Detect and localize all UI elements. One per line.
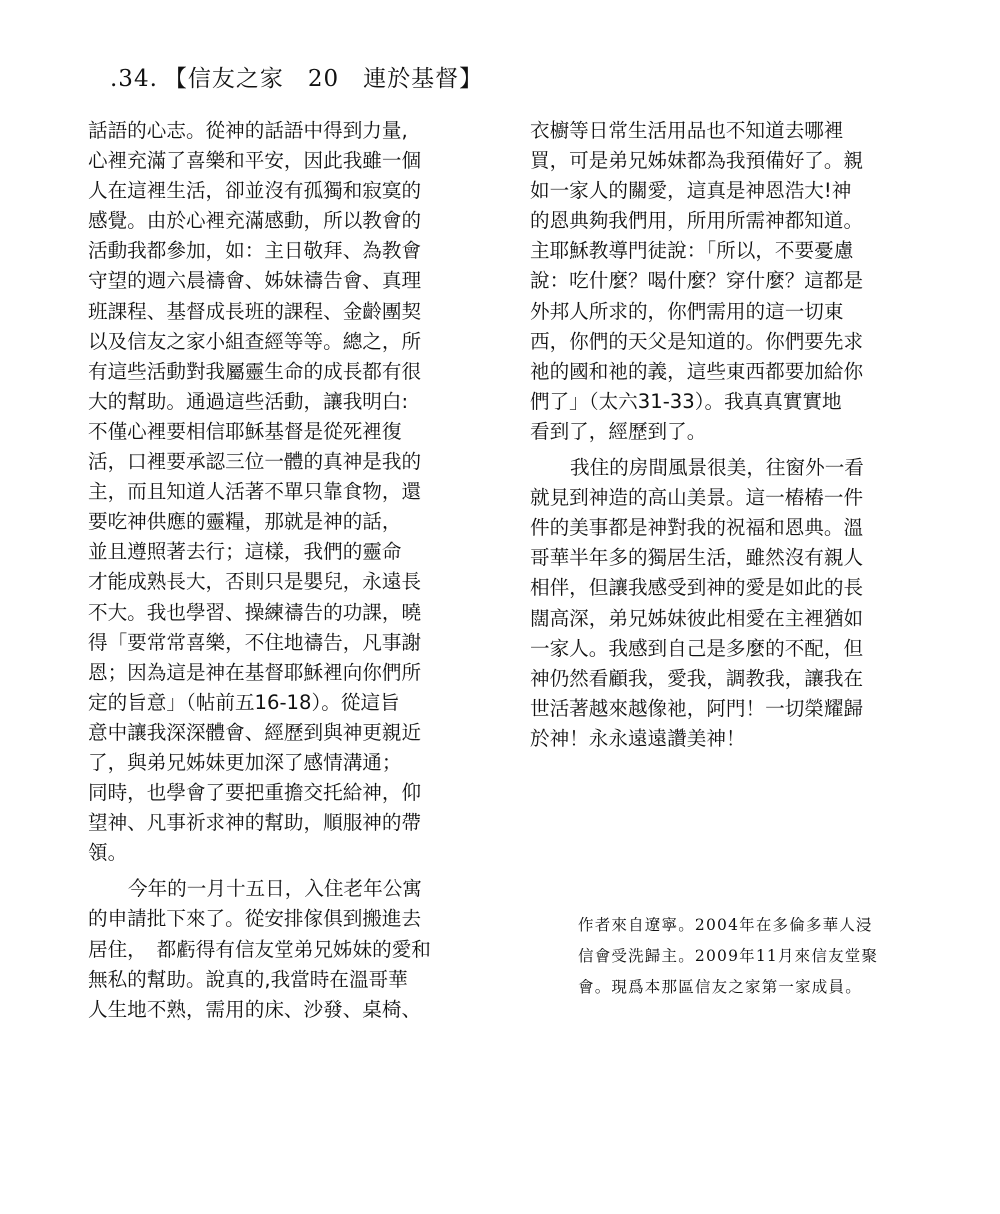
text-line: 一家人。我感到自己是多麼的不配，但 [530,636,864,660]
text-line: 主，而且知道人活著不單只靠食物，還 [88,480,422,504]
text-line: 不大。我也學習、操練禱告的功課，曉 [88,600,422,624]
paragraph [88,116,466,868]
text-line: 衣櫥等日常生活用品也不知道去哪裡 [530,119,844,142]
paragraph [530,453,908,754]
text-line: 的申請批下來了。從安排傢俱到搬進去 [88,907,422,931]
header-title: 【信友之家 20 連於基督】 [163,66,484,92]
text-line: 領。 [88,841,128,865]
text-line: 有這些活動對我屬靈生命的成長都有很 [88,359,422,383]
text-line: 同時，也學會了要把重擔交托給神，仰 [88,781,422,805]
text-line: 西，你們的天父是知道的。你們要先求 [530,329,864,353]
author-bio [578,910,938,1003]
bio-line: 信會受洗歸主。2009年11月來信友堂聚 [578,947,879,965]
text-line: 感覺。由於心裡充滿感動，所以教會的 [88,209,422,233]
text-line: 話語的心志。從神的話語中得到力量, [88,119,408,142]
text-line: 世活著越來越像祂，阿門！一切榮耀歸 [530,696,864,720]
text-line: 的恩典夠我們用，所用所需神都知道。 [530,209,864,233]
text-line: 守望的週六晨禱會、姊妹禱告會、真理 [88,269,422,293]
text-line: 以及信友之家小組查經等等。總之，所 [88,329,422,353]
bio-line: 作者來自遼寧。2004年在多倫多華人浸 [578,916,873,934]
text-line: 們了」（太六31-33）。我真真實實地 [530,389,842,413]
text-line: 於神！永永遠遠讚美神！ [530,726,746,750]
page-number: .34. [110,66,158,92]
text-line: 主耶穌教導門徒說：「所以，不要憂慮 [530,239,854,263]
text-line: 恩；因為這是神在基督耶穌裡向你們所 [88,660,422,684]
text-line: 活動我都參加，如：主日敬拜、為教會 [88,239,422,263]
text-line: 就見到神造的高山美景。這一樁樁一件 [530,486,864,510]
bio-line: 會。現爲本那區信友之家第一家成員。 [578,978,862,996]
text-line: 如一家人的關愛，這真是神恩浩大!神 [530,179,852,203]
paragraph [530,116,908,447]
text-line: 看到了，經歷到了。 [530,419,707,443]
left-column [88,116,466,1025]
text-line: 件的美事都是神對我的祝福和恩典。溫 [530,516,864,540]
right-column [530,116,908,754]
text-line: 我住的房間風景很美，往窗外一看 [570,456,864,480]
text-line: 望神、凡事祈求神的幫助，順服神的帶 [88,811,422,835]
text-line: 心裡充滿了喜樂和平安，因此我雖一個 [88,149,422,173]
text-line: 才能成熟長大，否則只是嬰兒，永遠長 [88,570,422,594]
text-line: 要吃神供應的靈糧，那就是神的話， [88,510,402,534]
paragraph [88,874,466,1024]
text-line: 外邦人所求的，你們需用的這一切東 [530,299,844,323]
text-line: 定的旨意」（帖前五16-18）。從這旨 [88,690,400,714]
text-line: 班課程、基督成長班的課程、金齡團契 [88,299,422,323]
text-line: 說：吃什麼？喝什麼？穿什麼？這都是 [530,269,864,293]
text-line: 人生地不熟，需用的床、沙發、桌椅、 [88,997,422,1021]
text-line: 居住， 都虧得有信友堂弟兄姊妹的愛和 [88,937,431,961]
text-line: 哥華半年多的獨居生活，雖然沒有親人 [530,546,864,570]
text-line: 無私的幫助。說真的,我當時在溫哥華 [88,967,408,991]
text-line: 相伴，但讓我感受到神的愛是如此的長 [530,576,864,600]
text-line: 活，口裡要承認三位一體的真神是我的 [88,450,422,474]
text-line: 人在這裡生活，卻並沒有孤獨和寂寞的 [88,179,422,203]
text-line: 神仍然看顧我，愛我，調教我，讓我在 [530,666,864,690]
text-line: 並且遵照著去行；這樣，我們的靈命 [88,540,402,564]
text-line: 祂的國和祂的義，這些東西都要加給你 [530,359,864,383]
text-line: 不僅心裡要相信耶穌基督是從死裡復 [88,419,402,443]
text-line: 得「要常常喜樂，不住地禱告，凡事謝 [88,630,422,654]
text-line: 今年的一月十五日，入住老年公寓 [128,877,422,901]
text-line: 了，與弟兄姊妹更加深了感情溝通； [88,750,402,774]
page-header [110,60,483,93]
text-line: 闊高深，弟兄姊妹彼此相愛在主裡猶如 [530,606,864,630]
text-line: 意中讓我深深體會、經歷到與神更親近 [88,720,422,744]
text-line: 買，可是弟兄姊妹都為我預備好了。親 [530,149,864,173]
text-line: 大的幫助。通過這些活動，讓我明白: [88,389,409,413]
